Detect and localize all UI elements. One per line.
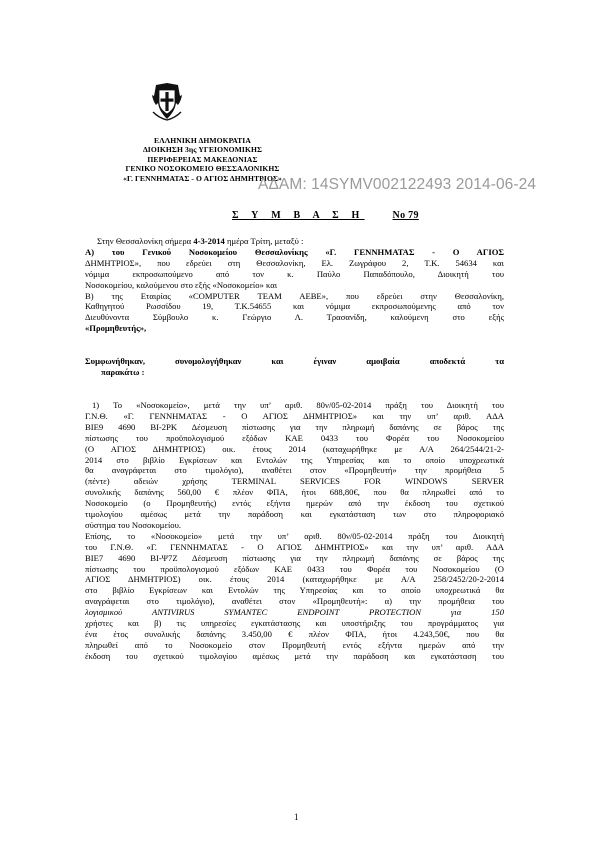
item-2-line: Επίσης, το «Νοσοκομείο» μετά την υπ’ αριθ. 80ν/05-02-2014 πράξη του Διοικητή xyxy=(85,530,504,541)
item-2-line: λογισμικού ANTIVIRUS SYMANTEC ENDPOINT PROTECTION για 150 xyxy=(85,607,504,618)
item-2-line: στο βιβλίο Εγκρίσεων και Εντολών της Υπηρεσίας και το οποίο υποχρεωτικά θα xyxy=(85,585,504,596)
party-a-line: Νοσοκομείου, καλούμενου στο εξής «Νοσοκομείο» και xyxy=(85,279,278,290)
item-1-line: ΒΙΕ9 4690 ΒΙ-2ΡΚ Δέσμευση πίστωσης για την πληρωμή δαπάνης σε βάρος της xyxy=(85,421,504,432)
party-b-line: «Προμηθευτής», xyxy=(85,323,147,334)
page-number: 1 xyxy=(294,812,299,822)
contract-number: Νο 79 xyxy=(392,210,419,221)
item-1-line: (Ο ΑΓΙΟΣ ΔΗΜΗΤΡΙΟΣ) οικ. έτους 2014 (καταχωρήθηκε με Α/Α 264/2544/21-2- xyxy=(85,443,504,454)
party-b-line: Διευθύνοντα Σύμβουλο κ. Γεώργιο Λ. Τρασανίδη, καλούμενη στο εξής xyxy=(85,312,504,323)
item-2-line: χρήστες και β) τις υπηρεσίες εγκατάστασης και υποστήριξης του προγράμματος για xyxy=(85,618,504,629)
item-2-line: αναγράφεται στο τιμολόγιο), αναθέτει στον «Προμηθευτή»: α) την προμήθεια του xyxy=(85,596,504,607)
item-2-line: ΑΓΙΟΣ ΔΗΜΗΤΡΙΟΣ) οικ. έτους 2014 (καταχωρήθηκε με Α/Α 258/2452/20-2-2014 xyxy=(85,574,504,585)
item-1-line: θα αναγράφεται στο τιμολόγιο), αναθέτει στον «Προμηθευτή» την προμήθεια 5 xyxy=(85,465,504,476)
header-line: ΔΙΟΙΚΗΣΗ 3ης ΥΓΕΙΟΝΟΜΙΚΗΣ xyxy=(142,145,263,155)
intro-line: Στην Θεσσαλονίκη σήμερα 4-3-2014 ημέρα Τρίτη, μεταξύ : xyxy=(97,236,304,246)
greek-coat-of-arms-icon xyxy=(149,82,185,122)
party-b-line: Β) της Εταιρίας «COMPUTER TEAM AEBE», που εδρεύει στην Θεσσαλονίκη, xyxy=(85,290,504,301)
party-a-line: Α) του Γενικού Νοσοκομείου Θεσσαλονίκης «Γ. ΓΕΝΝΗΜΑΤΑΣ - Ο ΑΓΙΟΣ xyxy=(85,246,504,257)
header-line: ΠΕΡΙΦΕΡΕΙΑΣ ΜΑΚΕΔΟΝΙΑΣ xyxy=(147,154,258,164)
contract-title xyxy=(232,210,419,221)
item-2-line: ένα έτος συνολικής δαπάνης 3.450,00 € πλέον ΦΠΑ, ήτοι 4.243,50€, που θα xyxy=(85,629,504,639)
item-1-line: συνολικής δαπάνης 560,00 € πλέον ΦΠΑ, ήτοι 688,80€, που θα πληρωθεί από το xyxy=(85,487,504,498)
item-1-line: 1) Το «Νοσοκομείο», μετά την υπ’ αριθ. 80ν/05-02-2014 πράξη του Διοικητή του xyxy=(92,399,504,410)
agreement-heading: παρακάτω : xyxy=(101,367,145,378)
header-line: ΓΕΝΙΚΟ ΝΟΣΟΚΟΜΕΙΟ ΘΕΣΣΑΛΟΝΙΚΗΣ xyxy=(125,164,280,174)
agreement-heading: Συμφωνήθηκαν, συνομολογήθηκαν και έγιναν αμοιβαία αποδεκτά τα xyxy=(85,356,504,367)
header-line: «Γ. ΓΕΝΝΗΜΑΤΑΣ - Ο ΑΓΙΟΣ ΔΗΜΗΤΡΙΟΣ» xyxy=(123,173,282,183)
registry-stamp: ΑΔΑΜ: 14SYMV002122493 2014-06-24 xyxy=(258,176,537,193)
party-a-line: ΔΗΜΗΤΡΙΟΣ», που εδρεύει στη Θεσσαλονίκη, Ελ. Ζωγράφου 2, Τ.Κ. 54634 και xyxy=(85,257,504,268)
contract-body xyxy=(85,236,504,662)
item-2-line: του Γ.Ν.Θ. «Γ. ΓΕΝΝΗΜΑΤΑΣ - Ο ΑΓΙΟΣ ΔΗΜΗΤΡΙΟΣ» και την υπ’ αριθ. ΑΔΑ xyxy=(85,541,504,552)
item-1-line: Γ.Ν.Θ. «Γ. ΓΕΝΝΗΜΑΤΑΣ - Ο ΑΓΙΟΣ ΔΗΜΗΤΡΙΟΣ» και την υπ’ αριθ. ΑΔΑ xyxy=(85,410,504,421)
item-1-line: σύστημα του Νοσοκομείου. xyxy=(85,519,181,530)
item-1-line: 2014 στο βιβλίο Εγκρίσεων και Εντολών της Υπηρεσίας και το οποίο υποχρεωτικά xyxy=(85,454,504,465)
item-2-line: ΒΙΕ7 4690 ΒΙ-Ψ7Ζ Δέσμευση πίστωσης για την πληρωμή δαπάνης σε βάρος της xyxy=(85,552,504,563)
item-1-line: (πέντε) αδειών χρήσης TERMINAL SERVICES FOR WINDOWS SERVER xyxy=(85,476,504,487)
item-1-line: Νοσοκομείο (ο Προμηθευτής) εντός εξήντα ημερών από την έκδοση του σχετικού xyxy=(85,498,504,509)
item-2-line: πληρωθεί από το Νοσοκομείο στον Προμηθευτή εντός εξήντα ημερών από την xyxy=(85,639,504,650)
item-2-line: πίστωσης του προϋπολογισμού εξόδων ΚΑΕ 0433 του Φορέα του Νοσοκομείου (Ο xyxy=(85,563,504,574)
item-1-line: πίστωσης του προϋπολογισμού εξόδων ΚΑΕ 0433 του Φορέα του Νοσοκομείου xyxy=(85,432,504,443)
party-a-line: νόμιμα εκπροσωπούμενο από τον κ. Παύλο Παπαδόπουλο, Διοικητή του xyxy=(85,268,504,279)
item-1-line: τιμολογίου αμέσως μετά την παράδοση και εγκατάσταση των στο πληροφοριακό xyxy=(85,509,504,520)
header-line: ΕΛΛΗΝΙΚΗ ΔΗΜΟΚΡΑΤΙΑ xyxy=(154,136,251,145)
party-b-line: Καθηγητού Ρωσσίδου 19, Τ.Κ.54655 και νόμιμα εκπροσωπούμενης από τον xyxy=(85,301,504,312)
contract-title-word: Σ Υ Μ Β Α Σ Η xyxy=(232,210,365,221)
item-2-line: έκδοση του σχετικού τιμολογίου αμέσως μετά την παράδοση και εγκατάσταση του xyxy=(85,650,504,661)
